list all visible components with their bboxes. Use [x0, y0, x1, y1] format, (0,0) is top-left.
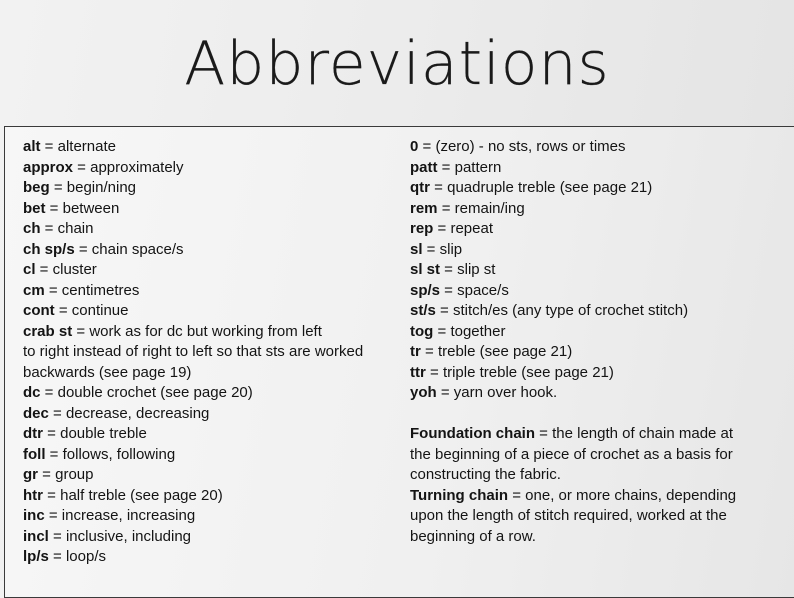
- term: rem: [410, 199, 438, 217]
- entry-crab-st-continuation-1: to right instead of right to left so that sts are worked: [23, 343, 364, 360]
- definition: together: [450, 322, 506, 340]
- entry-crab-st: [23, 322, 395, 343]
- separator: =: [43, 425, 61, 442]
- entry-gr: [23, 465, 395, 486]
- entry-sl-st: [410, 260, 790, 281]
- term: yoh: [410, 384, 437, 401]
- left-column: [23, 137, 395, 568]
- definition: (zero) - no sts, rows or times: [435, 138, 626, 155]
- definition: remain/ing: [454, 199, 525, 217]
- entry-incl: [23, 527, 395, 548]
- term: approx: [23, 158, 74, 176]
- entry-ch-sp: [23, 240, 395, 261]
- entry-rep: [410, 219, 790, 240]
- term: foll: [23, 445, 46, 463]
- entry-alt: [23, 137, 395, 158]
- separator: =: [425, 363, 443, 381]
- definition: treble (see page 21): [437, 343, 573, 360]
- entry-dc: [23, 383, 395, 404]
- term: st/s: [410, 302, 436, 319]
- separator: =: [35, 261, 53, 278]
- entry-inc: [23, 506, 395, 527]
- definition: alternate: [57, 138, 116, 155]
- definition: chain: [57, 220, 94, 237]
- note-foundation-chain: [410, 424, 790, 445]
- term: crab st: [23, 322, 73, 340]
- note-turning-chain: [410, 486, 790, 507]
- term: ch sp/s: [23, 240, 75, 258]
- separator: =: [73, 158, 91, 176]
- term: beg: [23, 179, 50, 196]
- separator: =: [422, 240, 440, 258]
- entry-st: [410, 301, 790, 322]
- entry-dec: [23, 404, 395, 425]
- spacer: [410, 404, 790, 425]
- separator: =: [43, 486, 61, 504]
- term: ttr: [410, 363, 426, 381]
- definition: quadruple treble (see page 21): [447, 179, 653, 196]
- separator: =: [440, 281, 458, 299]
- note-foundation-chain-line-2: the beginning of a piece of crochet as a basis for: [410, 445, 733, 463]
- entry-yoh: [410, 383, 790, 404]
- separator: =: [48, 404, 66, 422]
- definition: repeat: [450, 220, 493, 237]
- definition: one, or more chains, depending: [525, 486, 737, 504]
- separator: =: [437, 158, 455, 176]
- term: dtr: [23, 425, 43, 442]
- definition: double crochet (see page 20): [57, 384, 253, 401]
- term: gr: [23, 466, 38, 483]
- definition: decrease, decreasing: [65, 404, 210, 422]
- entry-ch: [23, 219, 395, 240]
- term: qtr: [410, 179, 430, 196]
- separator: =: [44, 507, 62, 524]
- separator: =: [48, 527, 66, 545]
- definition: begin/ning: [66, 179, 137, 196]
- definition: inclusive, including: [65, 527, 192, 545]
- entry-rem: [410, 199, 790, 220]
- entry-cm: [23, 281, 395, 302]
- separator: =: [418, 138, 436, 155]
- separator: =: [40, 384, 58, 401]
- definition: space/s: [457, 281, 509, 299]
- entry-cl: [23, 260, 395, 281]
- term: sl st: [410, 261, 441, 278]
- entry-sl: [410, 240, 790, 261]
- term: cont: [23, 302, 55, 319]
- term: tr: [410, 343, 421, 360]
- entry-sp: [410, 281, 790, 302]
- definition: follows, following: [62, 445, 176, 463]
- note-turning-chain-line-3: beginning of a row.: [410, 527, 536, 545]
- term: incl: [23, 527, 49, 545]
- entry-patt: [410, 158, 790, 179]
- definition: triple treble (see page 21): [442, 363, 614, 381]
- entry-approx: [23, 158, 395, 179]
- definition: cluster: [52, 261, 97, 278]
- definition: the length of chain made at: [552, 425, 734, 442]
- separator: =: [436, 384, 454, 401]
- separator: =: [74, 240, 92, 258]
- definition: stitch/es (any type of crochet stitch): [452, 302, 689, 319]
- entry-beg: [23, 178, 395, 199]
- definition: chain space/s: [91, 240, 184, 258]
- term: alt: [23, 138, 41, 155]
- entry-bet: [23, 199, 395, 220]
- definition: loop/s: [65, 548, 106, 565]
- entry-dtr: [23, 424, 395, 445]
- separator: =: [38, 466, 56, 483]
- term: Turning chain: [410, 486, 509, 504]
- definition: between: [62, 199, 120, 217]
- term: 0: [410, 138, 419, 155]
- separator: =: [508, 486, 526, 504]
- separator: =: [40, 220, 58, 237]
- separator: =: [433, 220, 451, 237]
- entry-cont: [23, 301, 395, 322]
- page-title: Abbreviations: [184, 29, 610, 99]
- entry-tog: [410, 322, 790, 343]
- definition: yarn over hook.: [453, 384, 558, 401]
- term: rep: [410, 220, 434, 237]
- separator: =: [40, 138, 58, 155]
- separator: =: [433, 322, 451, 340]
- definition: half treble (see page 20): [60, 486, 223, 504]
- entry-crab-st-continuation-2: backwards (see page 19): [23, 363, 192, 381]
- separator: =: [535, 425, 553, 442]
- definition: increase, increasing: [61, 507, 196, 524]
- entry-qtr: [410, 178, 790, 199]
- term: ch: [23, 220, 41, 237]
- definition: work as for dc but working from left: [89, 322, 322, 340]
- separator: =: [72, 322, 90, 340]
- term: Foundation chain: [410, 425, 535, 442]
- term: htr: [23, 486, 43, 504]
- entry-zero: [410, 137, 790, 158]
- definition: slip st: [457, 261, 496, 278]
- term: tog: [410, 322, 434, 340]
- right-column: [410, 137, 790, 547]
- definition: pattern: [454, 158, 502, 176]
- term: sp/s: [410, 281, 441, 299]
- entry-lp: [23, 547, 395, 568]
- term: lp/s: [23, 548, 49, 565]
- term: cl: [23, 261, 36, 278]
- entry-htr: [23, 486, 395, 507]
- definition: double treble: [60, 425, 147, 442]
- separator: =: [49, 179, 67, 196]
- separator: =: [48, 548, 66, 565]
- separator: =: [440, 261, 458, 278]
- term: sl: [410, 240, 423, 258]
- entry-tr: [410, 342, 790, 363]
- term: bet: [23, 199, 46, 217]
- note-turning-chain-line-2: upon the length of stitch required, worked at the: [410, 507, 727, 524]
- separator: =: [435, 302, 453, 319]
- definition: slip: [439, 240, 463, 258]
- term: dec: [23, 404, 49, 422]
- term: inc: [23, 507, 45, 524]
- definition: group: [55, 466, 94, 483]
- note-foundation-chain-line-3: constructing the fabric.: [410, 466, 561, 483]
- separator: =: [430, 179, 448, 196]
- definition: centimetres: [61, 281, 140, 299]
- separator: =: [45, 445, 63, 463]
- separator: =: [420, 343, 438, 360]
- term: cm: [23, 281, 45, 299]
- definition: approximately: [90, 158, 184, 176]
- term: patt: [410, 158, 438, 176]
- entry-foll: [23, 445, 395, 466]
- separator: =: [437, 199, 455, 217]
- definition: continue: [71, 302, 129, 319]
- separator: =: [45, 199, 63, 217]
- separator: =: [44, 281, 62, 299]
- entry-ttr: [410, 363, 790, 384]
- separator: =: [54, 302, 72, 319]
- term: dc: [23, 384, 41, 401]
